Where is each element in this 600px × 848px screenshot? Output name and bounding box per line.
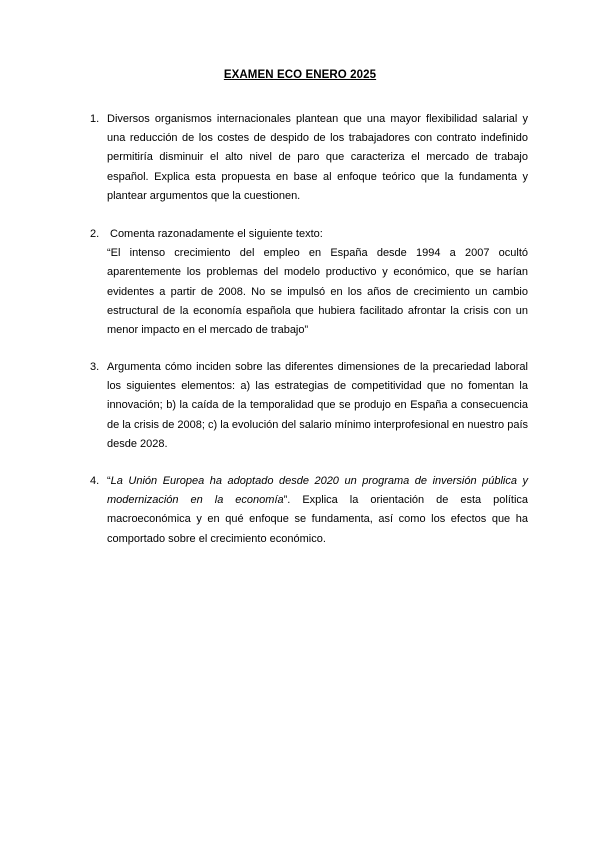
question-body: . Explica la orientación de esta política macroeconómica y en qué enfoque se fundamenta, así como los efectos que ha comportado sobre el crecimiento económico. (107, 494, 529, 545)
question-3 (90, 358, 528, 454)
close-quote: ” (283, 494, 288, 507)
question-4 (90, 472, 528, 549)
question-text: Argumenta cómo inciden sobre las diferentes dimensiones de la precariedad laboral los siguientes elementos: a) las estrategias de competitividad que no fomentan la innovación; b) la caída de la temporalidad que se produjo en España a consecuencia de la crisis de 2008; c) la evolución del salario mínimo interprofesional en nuestro país desde 2028. (107, 361, 528, 450)
question-number: 2. (90, 228, 100, 240)
quoted-text: “El intenso crecimiento del empleo en España desde 1994 a 2007 ocultó aparentemente los problemas del modelo productivo y económico, que se harían evidentes a partir de 2008. No se impulsó en los años de crecimiento un cambio estructural de la economía española que hubiera facilitado afrontar la crisis con un menor impacto en el mercado de trabajo” (107, 247, 528, 337)
question-number: 3. (90, 361, 100, 373)
question-number: 1. (90, 113, 100, 125)
open-quote: “ (107, 475, 111, 487)
question-intro: Comenta razonadamente el siguiente texto: (110, 228, 323, 240)
question-number: 4. (90, 475, 100, 487)
question-text: Diversos organismos internacionales plantean que una mayor flexibilidad salarial y una reducción de los costes de despido de los trabajadores con contrato indefinido permitiría disminuir el alto nivel de paro que caracteriza el mercado de trabajo español. Explica esta propuesta en base al enfoque teórico que la fundamenta y plantear argumentos que la cuestionen. (107, 113, 528, 202)
question-1 (90, 110, 528, 206)
question-text (107, 472, 528, 549)
exam-title: EXAMEN ECO ENERO 2025 (223, 69, 377, 81)
question-2 (90, 225, 528, 340)
italic-quote: La Unión Europea ha adoptado desde 2020 un programa de inversión pública y modernización en la economía (107, 475, 528, 507)
